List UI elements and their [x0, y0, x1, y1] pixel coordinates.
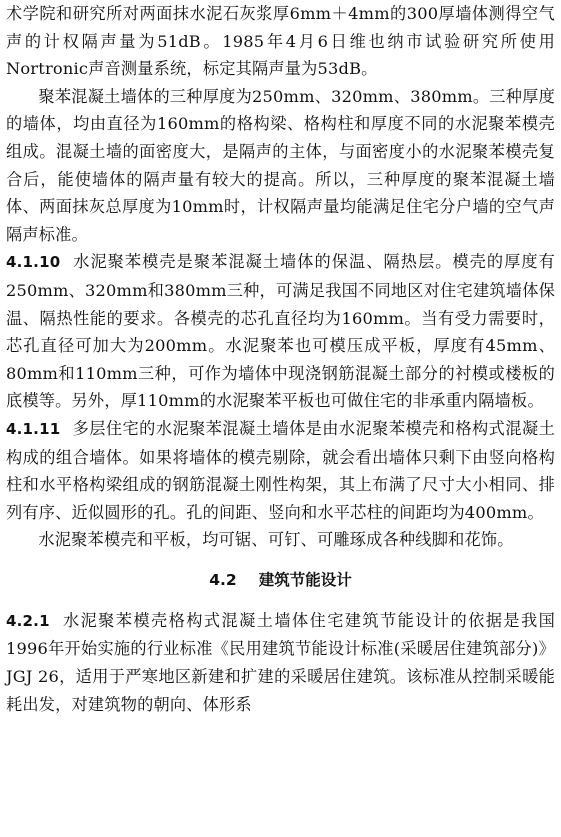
- section-4-1-11: [6, 415, 555, 526]
- section-number: 4.2.1: [6, 611, 50, 630]
- heading-number: 4.2: [209, 570, 237, 589]
- heading-title: 建筑节能设计: [258, 570, 352, 589]
- section-text: 水泥聚苯模壳格构式混凝土墙体住宅建筑节能设计的依据是我国1996年开始实施的行业标准《民用建筑节能设计标准(采暖居住建筑部分)》JGJ 26，适用于严寒地区新建和扩建的采暖居住建筑。该标准从控制采暖能耗出发，对建筑物的朝向、体形系: [6, 610, 555, 714]
- section-text: 水泥聚苯模壳是聚苯混凝土墙体的保温、隔热层。模壳的厚度有250mm、320mm和380mm三种，可满足我国不同地区对住宅建筑墙体保温、隔热性能的要求。各模壳的芯孔直径均为160mm。当有受力需要时，芯孔直径可加大为200mm。水泥聚苯也可模压成平板，厚度有45mm、80mm和110mm三种，可作为墙体中现浇钢筋混凝土部分的衬模或楼板的底模等。另外，厚110mm的水泥聚苯平板也可做住宅的非承重内隔墙板。: [6, 252, 555, 411]
- paragraph-sound-insulation-test: 术学院和研究所对两面抹水泥石灰浆厚6mm＋4mm的300厚墙体测得空气声的计权隔声量为51dB。1985年4月6日维也纳市试验研究所使用Nortronic声音测量系统，标定其隔声量为53dB。: [6, 4, 555, 79]
- section-4-1-10: [6, 248, 555, 415]
- section-heading-4-2: [6, 567, 555, 593]
- paragraph-cutting-carving: 水泥聚苯模壳和平板，均可锯、可钉、可雕琢成各种线脚和花饰。: [38, 530, 514, 550]
- section-number: 4.1.11: [6, 419, 61, 438]
- paragraph-wall-thickness: 聚苯混凝土墙体的三种厚度为250mm、320mm、380mm。三种厚度的墙体，均由直径为160mm的格构梁、格构柱和厚度不同的水泥聚苯模壳组成。混凝土墙的面密度大，是隔声的主体，与面密度小的水泥聚苯模壳复合后，能使墙体的隔声量有较大的提高。所以，三种厚度的聚苯混凝土墙体、两面抹灰总厚度为10mm时，计权隔声量均能满足住宅分户墙的空气声隔声标准。: [6, 86, 555, 244]
- section-text: 多层住宅的水泥聚苯混凝土墙体是由水泥聚苯模壳和格构式混凝土构成的组合墙体。如果将墙体的模壳剔除，就会看出墙体只剩下由竖向格构柱和水平格构梁组成的钢筋混凝土刚性构架，其上布满了尺寸大小相同、排列有序、近似圆形的孔。孔的间距、竖向和水平芯柱的间距均为400mm。: [6, 418, 555, 522]
- document-page: [6, 0, 555, 718]
- section-number: 4.1.10: [6, 253, 61, 272]
- section-4-2-1: [6, 607, 555, 718]
